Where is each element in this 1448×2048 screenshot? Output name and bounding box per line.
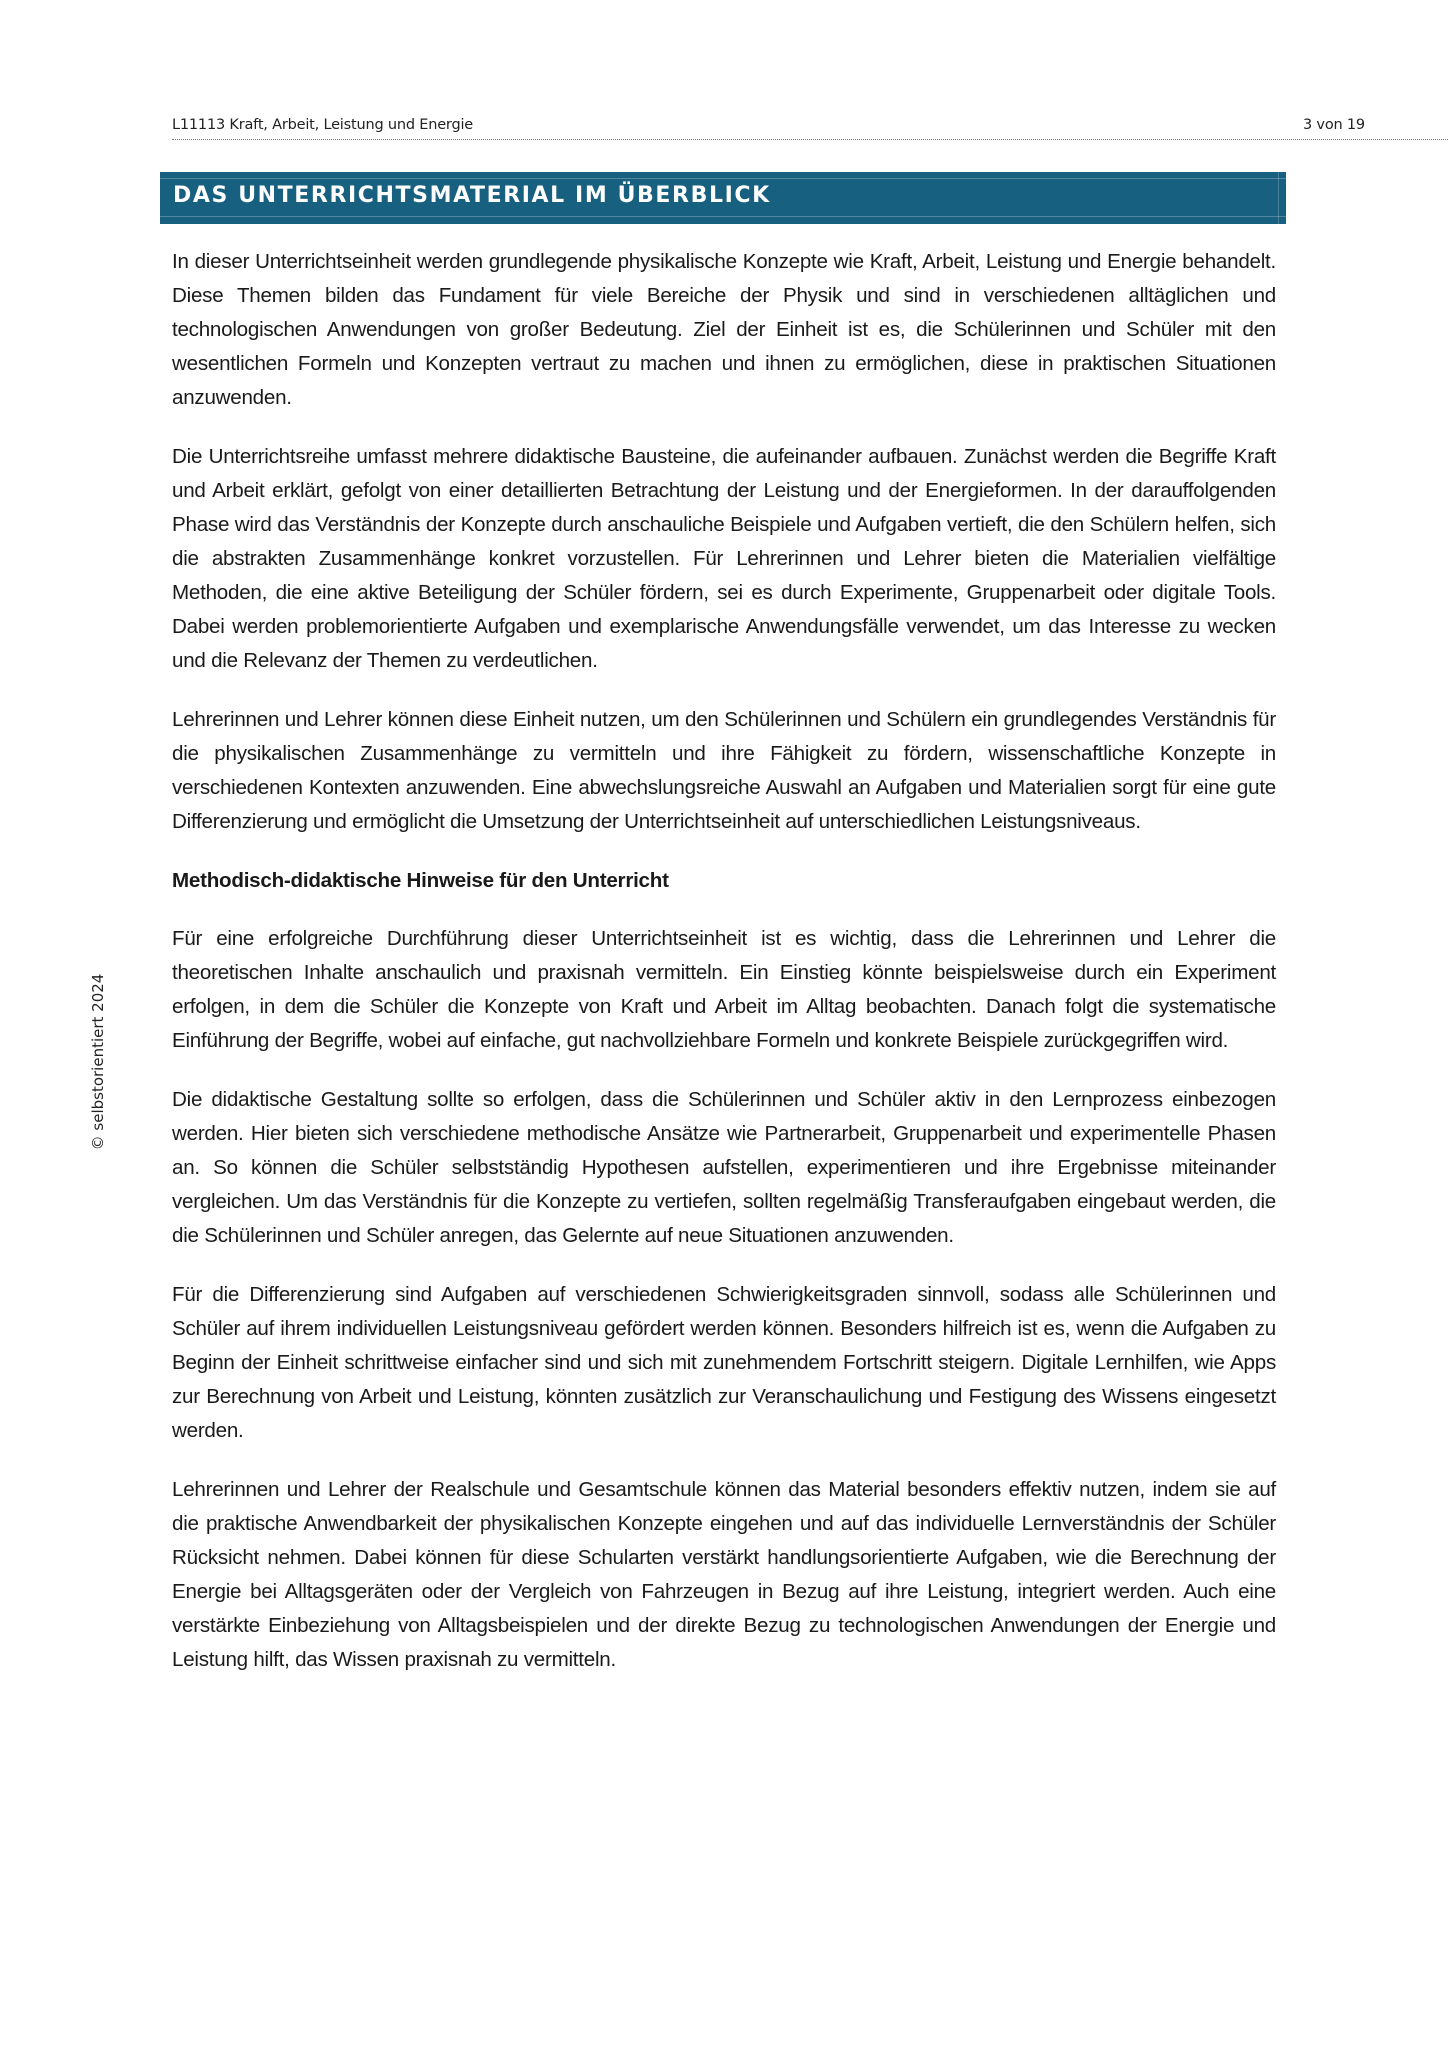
- paragraph-intro-1: In dieser Unterrichtseinheit werden grundlegende physikalische Konzepte wie Kraft, Arbeit, Leistung und Energie behandelt. Diese Themen bilden das Fundament für viele Bereiche der Physik und sind in verschiedenen alltäglichen und technologischen Anwendungen von großer Bedeutung. Ziel der Einheit ist es, die Schülerinnen und Schüler mit den wesentlichen Formeln und Konzepten vertraut zu machen und ihnen zu ermöglichen, diese in praktischen Situationen anzuwenden.: [172, 250, 1276, 409]
- paragraph-intro-2: Die Unterrichtsreihe umfasst mehrere didaktische Bausteine, die aufeinander aufbauen. Zunächst werden die Begriffe Kraft und Arbeit erklärt, gefolgt von einer detaillierten Betrachtung der Leistung und der Energieformen. In der darauffolgenden Phase wird das Verständnis der Konzepte durch anschauliche Beispiele und Aufgaben vertieft, die den Schülern helfen, sich die abstrakten Zusammenhänge konkret vorzustellen. Für Lehrerinnen und Lehrer bieten die Materialien vielfältige Methoden, die eine aktive Beteiligung der Schüler fördern, sei es durch Experimente, Gruppenarbeit oder digitale Tools. Dabei werden problemorientierte Aufgaben und exemplarische Anwendungsfälle verwendet, um das Interesse zu wecken und die Relevanz der Themen zu verdeutlichen.: [172, 445, 1276, 672]
- section-heading: Methodisch-didaktische Hinweise für den Unterricht: [172, 869, 669, 892]
- page-header: [172, 117, 1448, 140]
- page-number: 3 von 19: [1303, 117, 1365, 133]
- banner-title: DAS UNTERRICHTSMATERIAL IM ÜBERBLICK: [173, 183, 771, 208]
- copyright-notice: © selbstorientiert 2024: [89, 973, 107, 1151]
- banner-edge-line: [1278, 172, 1279, 224]
- document-title: L11113 Kraft, Arbeit, Leistung und Energie: [172, 117, 473, 133]
- paragraph-section-3: Für die Differenzierung sind Aufgaben auf verschiedenen Schwierigkeitsgraden sinnvoll, sodass alle Schülerinnen und Schüler auf ihrem individuellen Leistungsniveau gefördert werden können. Besonders hilfreich ist es, wenn die Aufgaben zu Beginn der Einheit schrittweise einfacher sind und sich mit zunehmendem Fortschritt steigern. Digitale Lernhilfen, wie Apps zur Berechnung von Arbeit und Leistung, könnten zusätzlich zur Veranschaulichung und Festigung des Wissens eingesetzt werden.: [172, 1283, 1276, 1442]
- paragraph-section-4: Lehrerinnen und Lehrer der Realschule und Gesamtschule können das Material besonders effektiv nutzen, indem sie auf die praktische Anwendbarkeit der physikalischen Konzepte eingehen und auf das individuelle Lernverständnis der Schüler Rücksicht nehmen. Dabei können für diese Schularten verstärkt handlungsorientierte Aufgaben, wie die Berechnung der Energie bei Alltagsgeräten oder der Vergleich von Fahrzeugen in Bezug auf ihre Leistung, integriert werden. Auch eine verstärkte Einbeziehung von Alltagsbeispielen und der direkte Bezug zu technologischen Anwendungen der Energie und Leistung hilft, das Wissen praxisnah zu vermitteln.: [172, 1478, 1276, 1671]
- paragraph-section-1: Für eine erfolgreiche Durchführung dieser Unterrichtseinheit ist es wichtig, dass die Lehrerinnen und Lehrer die theoretischen Inhalte anschaulich und praxisnah vermitteln. Ein Einstieg könnte beispielsweise durch ein Experiment erfolgen, in dem die Schüler die Konzepte von Kraft und Arbeit im Alltag beobachten. Danach folgt die systematische Einführung der Begriffe, wobei auf einfache, gut nachvollziehbare Formeln und konkrete Beispiele zurückgegriffen wird.: [172, 927, 1276, 1052]
- paragraph-intro-3: Lehrerinnen und Lehrer können diese Einheit nutzen, um den Schülerinnen und Schülern ein grundlegendes Verständnis für die physikalischen Zusammenhänge zu vermitteln und ihre Fähigkeit zu fördern, wissenschaftliche Konzepte in verschiedenen Kontexten anzuwenden. Eine abwechslungsreiche Auswahl an Aufgaben und Materialien sorgt für eine gute Differenzierung und ermöglicht die Umsetzung der Unterrichtseinheit auf unterschiedlichen Leistungsniveaus.: [172, 708, 1276, 833]
- document-body: [172, 245, 1276, 1702]
- paragraph-section-2: Die didaktische Gestaltung sollte so erfolgen, dass die Schülerinnen und Schüler aktiv in den Lernprozess einbezogen werden. Hier bieten sich verschiedene methodische Ansätze wie Partnerarbeit, Gruppenarbeit und experimentelle Phasen an. So können die Schüler selbstständig Hypothesen aufstellen, experimentieren und ihre Ergebnisse miteinander vergleichen. Um das Verständnis für die Konzepte zu vertiefen, sollten regelmäßig Transferaufgaben eingebaut werden, die die Schülerinnen und Schüler anregen, das Gelernte auf neue Situationen anzuwenden.: [172, 1088, 1276, 1247]
- section-banner: [160, 172, 1286, 224]
